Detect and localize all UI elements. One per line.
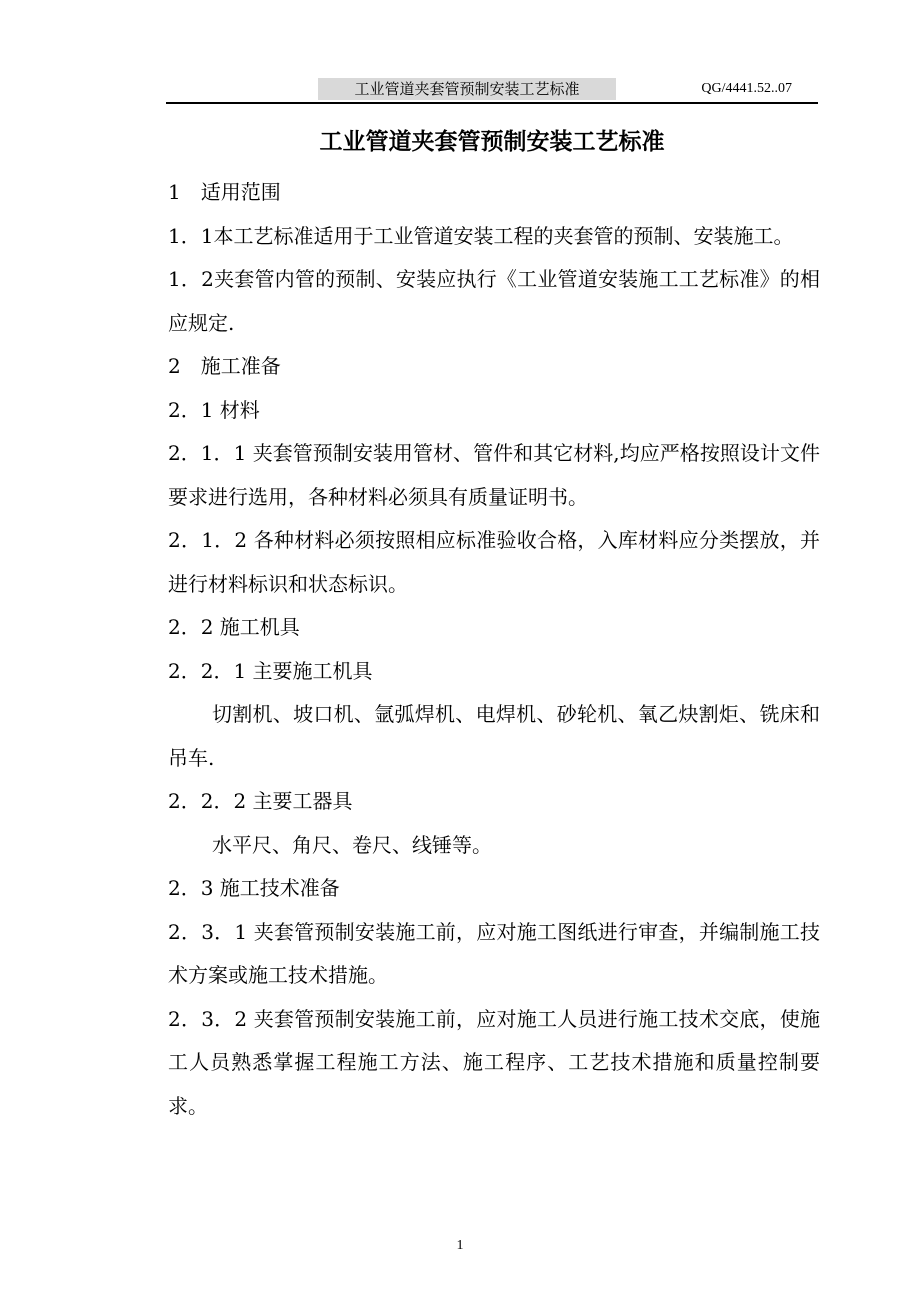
subsection-heading: 2．2．2 主要工器具 bbox=[168, 789, 353, 813]
header-title: 工业管道夹套管预制安装工艺标准 bbox=[318, 78, 616, 100]
equipment-list: 切割机、坡口机、氩弧焊机、电焊机、砂轮机、氧乙炔割炬、铣床和吊车. bbox=[168, 702, 820, 770]
header-document-code: QG/4441.52..07 bbox=[701, 81, 792, 96]
clause-paragraph: 1．1本工艺标准适用于工业管道安装工程的夹套管的预制、安装施工。 bbox=[168, 223, 794, 248]
document-title: 工业管道夹套管预制安装工艺标准 bbox=[319, 129, 665, 155]
clause-paragraph: 2．3．2 夹套管预制安装施工前，应对施工人员进行施工技术交底，使施工人员熟悉掌握工程施工方法、施工程序、工艺技术措施和质量控制要求。 bbox=[168, 1006, 820, 1118]
section-heading: 1 适用范围 bbox=[168, 180, 281, 204]
document-body bbox=[168, 171, 820, 1128]
clause-paragraph: 2．3．1 夹套管预制安装施工前，应对施工图纸进行审查，并编制施工技术方案或施工技术措施。 bbox=[168, 919, 820, 987]
subsection-heading: 2．1 材料 bbox=[168, 397, 260, 422]
clause-paragraph: 2．1．2 各种材料必须按照相应标准验收合格，入库材料应分类摆放，并进行材料标识和状态标识。 bbox=[168, 528, 820, 596]
subsection-heading: 2．2．1 主要施工机具 bbox=[168, 658, 373, 683]
section-heading: 2 施工准备 bbox=[168, 354, 281, 378]
subsection-heading: 2．3 施工技术准备 bbox=[168, 876, 340, 900]
tools-list: 水平尺、角尺、卷尺、线锤等。 bbox=[212, 832, 492, 857]
page-header bbox=[166, 78, 818, 104]
subsection-heading: 2．2 施工机具 bbox=[168, 615, 300, 639]
clause-paragraph: 2．1．1 夹套管预制安装用管材、管件和其它材料,均应严格按照设计文件要求进行选用，各种材料必须具有质量证明书。 bbox=[168, 441, 820, 509]
clause-paragraph: 1．2夹套管内管的预制、安装应执行《工业管道安装施工工艺标准》的相应规定. bbox=[168, 267, 820, 335]
page-number: 1 bbox=[456, 1238, 464, 1253]
